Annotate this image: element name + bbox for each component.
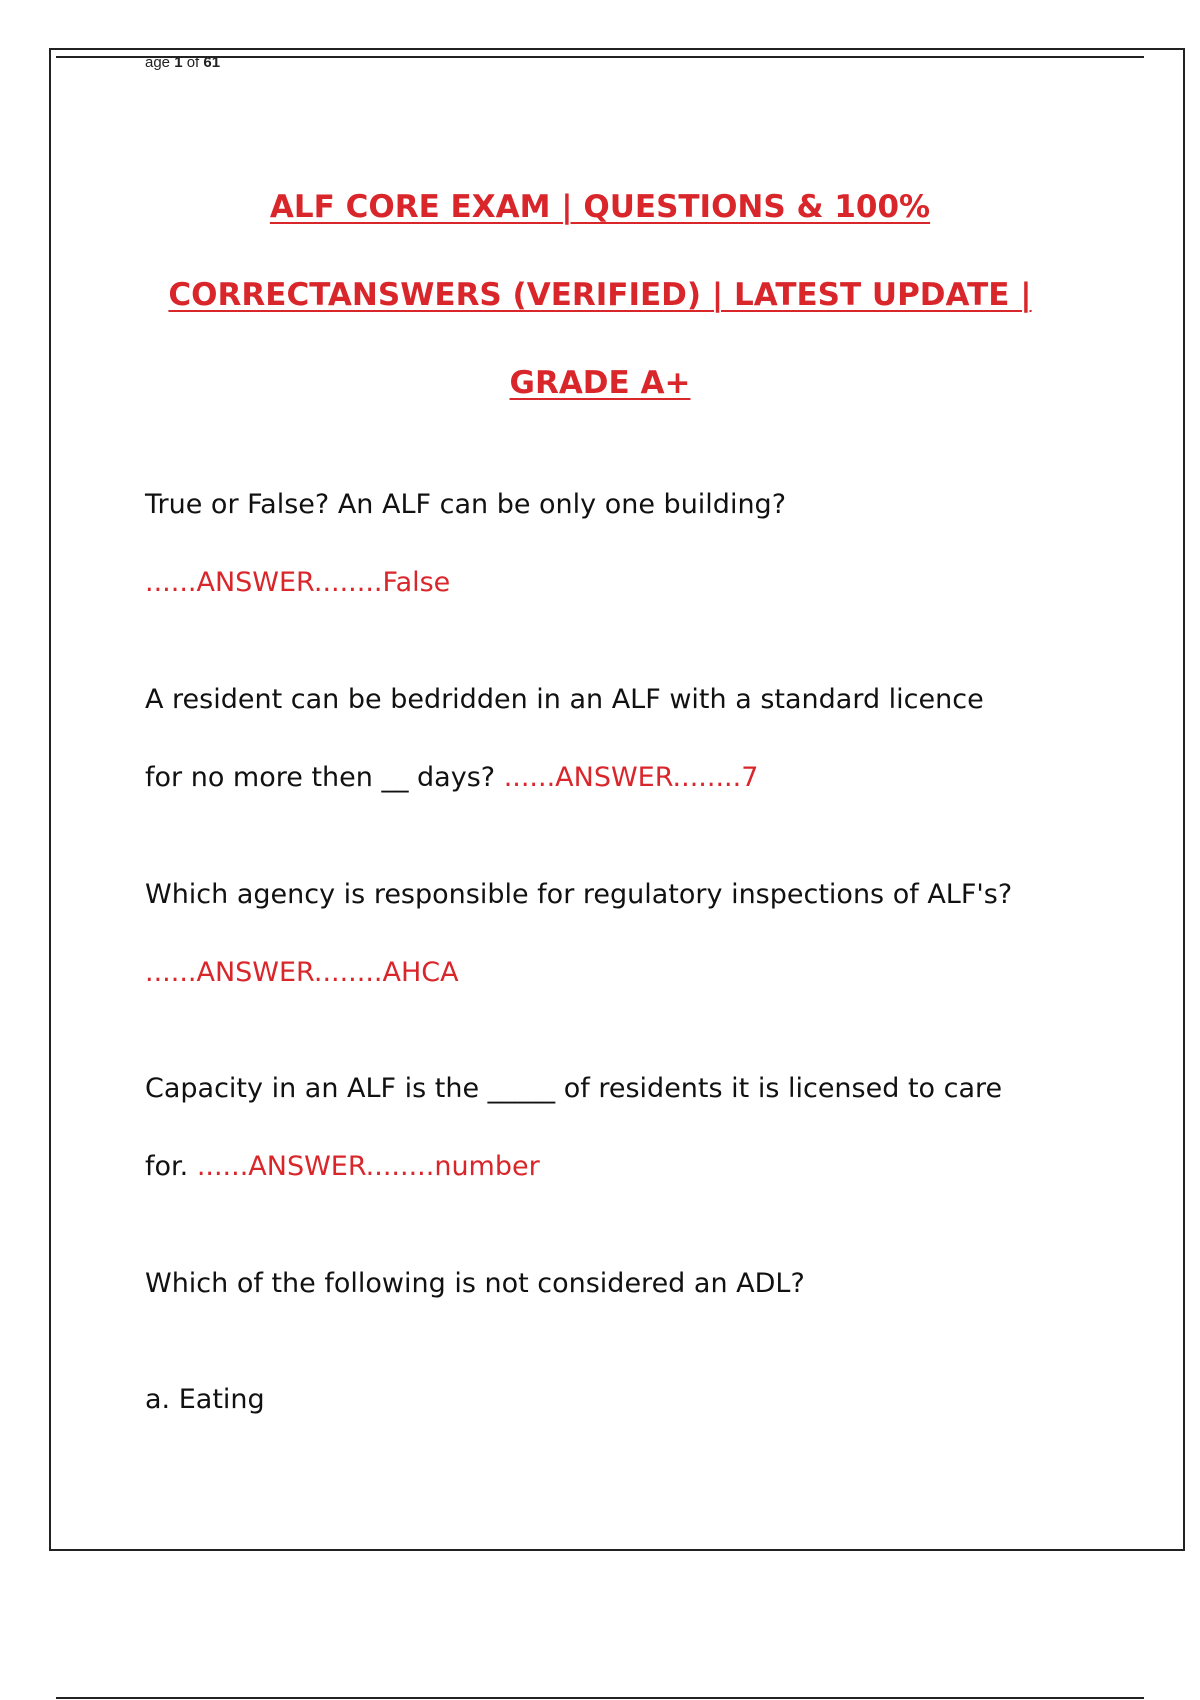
page-number-label: age 1 of 61	[145, 54, 221, 71]
footer-rule	[56, 1697, 1144, 1699]
question-4-answer: ......ANSWER........number	[196, 1151, 540, 1182]
document-title-line-3: GRADE A+	[509, 365, 691, 401]
document-title-line-1: ALF CORE EXAM | QUESTIONS & 100%	[269, 189, 931, 225]
page-border	[49, 48, 1185, 1551]
question-3-answer: ......ANSWER........AHCA	[145, 957, 459, 988]
question-2-text-line-2	[145, 760, 758, 796]
question-2-text-line-2-body: for no more then __ days?	[145, 762, 504, 793]
question-3-text: Which agency is responsible for regulatory inspections of ALF's?	[145, 879, 1013, 910]
question-4-text-line-2-body: for.	[145, 1151, 197, 1182]
document-title-line-2: CORRECTANSWERS (VERIFIED) | LATEST UPDATE |	[168, 277, 1032, 313]
question-1-answer: ......ANSWER........False	[145, 567, 451, 598]
question-5-option-a: a. Eating	[145, 1384, 265, 1415]
question-2-answer: ......ANSWER........7	[503, 762, 759, 793]
question-1-text: True or False? An ALF can be only one building?	[145, 489, 787, 520]
question-5-text: Which of the following is not considered an ADL?	[145, 1268, 805, 1299]
question-4-text-line-1: Capacity in an ALF is the _____ of residents it is licensed to care	[145, 1073, 1003, 1104]
question-4-text-line-2	[145, 1149, 540, 1185]
question-2-text-line-1: A resident can be bedridden in an ALF with a standard licence	[145, 684, 984, 715]
